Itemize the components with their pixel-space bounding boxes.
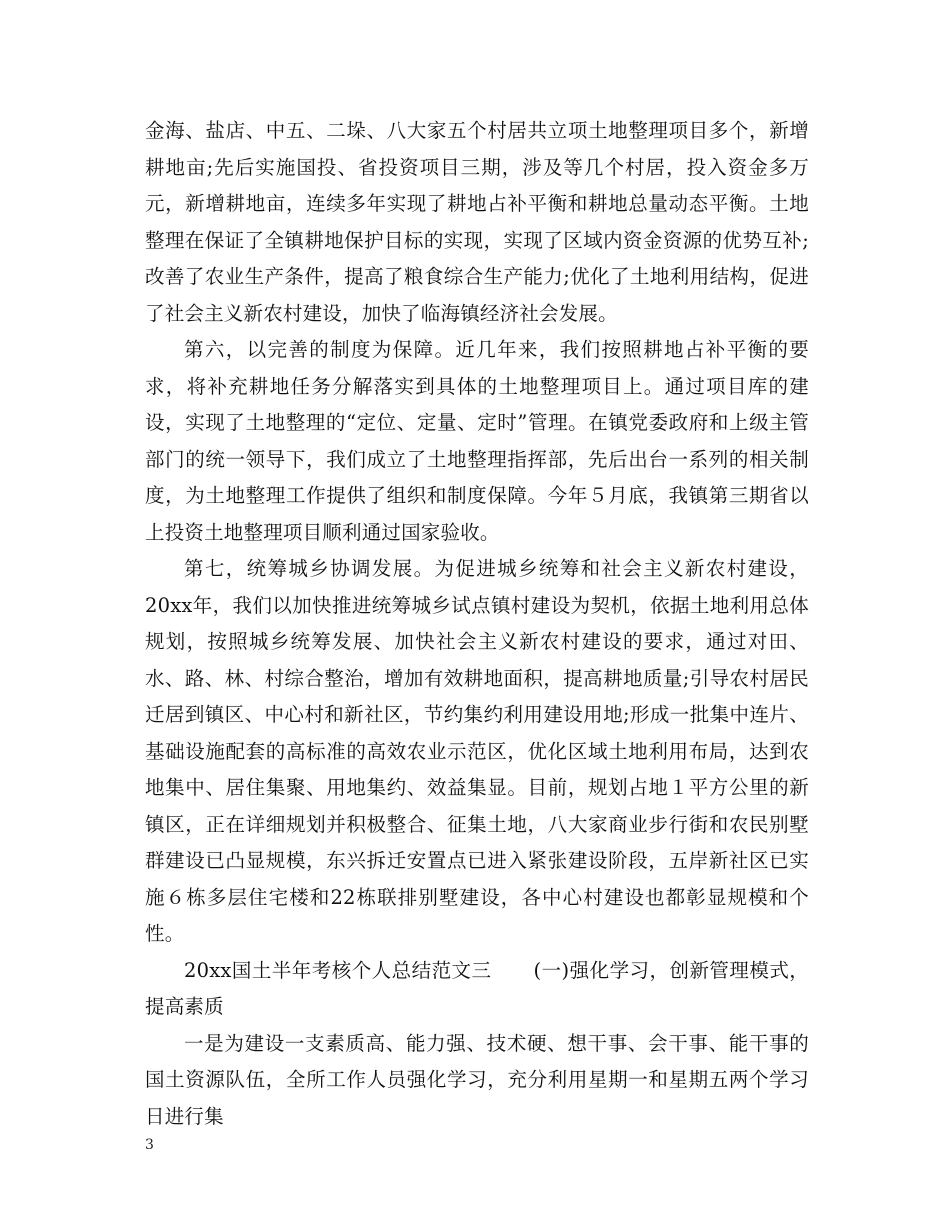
paragraph-section-heading — [145, 953, 809, 1026]
paragraph-study-first: 一是为建设一支素质高、能力强、技术硬、想干事、会干事、能干事的国土资源队伍，全所工作人员强化学习，充分利用星期一和星期五两个学习日进行集 — [145, 1031, 809, 1128]
paragraph-sixth-system-guarantee: 第六，以完善的制度为保障。近几年来，我们按照耕地占补平衡的要求，将补充耕地任务分解落实到具体的土地整理项目上。通过项目库的建设，实现了土地整理的“定位、定量、定时”管理。在镇党委政府和上级主管部门的统一领导下，我们成立了土地整理指挥部，先后出台一系列的相关制度，为土地整理工作提供了组织和制度保障。今年５月底，我镇第三期省以上投资土地整理项目顺利通过国家验收。 — [145, 338, 809, 544]
body-text — [145, 113, 809, 1135]
page-number: 3 — [145, 1137, 154, 1153]
paragraph-seventh-urban-rural: 第七，统筹城乡协调发展。为促进城乡统筹和社会主义新农村建设，20xx年，我们以加快推进统筹城乡试点镇村建设为契机，依据土地利用总体规划，按照城乡统筹发展、加快社会主义新农村建设的要求，通过对田、水、路、林、村综合整治，增加有效耕地面积，提高耕地质量;引导农村居民迁居到镇区、中心村和新社区，节约集约利用建设用地;形成一批集中连片、基础设施配套的高标准的高效农业示范区，优化区域土地利用布局，达到农地集中、居住集聚、用地集约、效益集显。目前，规划占地１平方公里的新镇区，正在详细规划并积极整合、征集土地，八大家商业步行街和农民别墅群建设已凸显规模，东兴拆迁安置点已进入紧张建设阶段，五岸新社区已实施６栋多层住宅楼和22栋联排别墅建设，各中心村建设也都彰显规模和个性。 — [145, 557, 809, 945]
section-title: 20xx国土半年考核个人总结范文三 — [184, 958, 492, 982]
paragraph-land-consolidation-results: 金海、盐店、中五、二垛、八大家五个村居共立项土地整理项目多个，新增耕地亩;先后实施国投、省投资项目三期，涉及等几个村居，投入资金多万元，新增耕地亩，连续多年实现了耕地占补平衡和耕地总量动态平衡。土地整理在保证了全镇耕地保护目标的实现，实现了区域内资金资源的优势互补;改善了农业生产条件，提高了粮食综合生产能力;优化了土地利用结构，促进了社会主义新农村建设，加快了临海镇经济社会发展。 — [145, 119, 809, 325]
section-subtitle: (一)强化学习，创新管理模式，提高素质 — [145, 958, 809, 1018]
